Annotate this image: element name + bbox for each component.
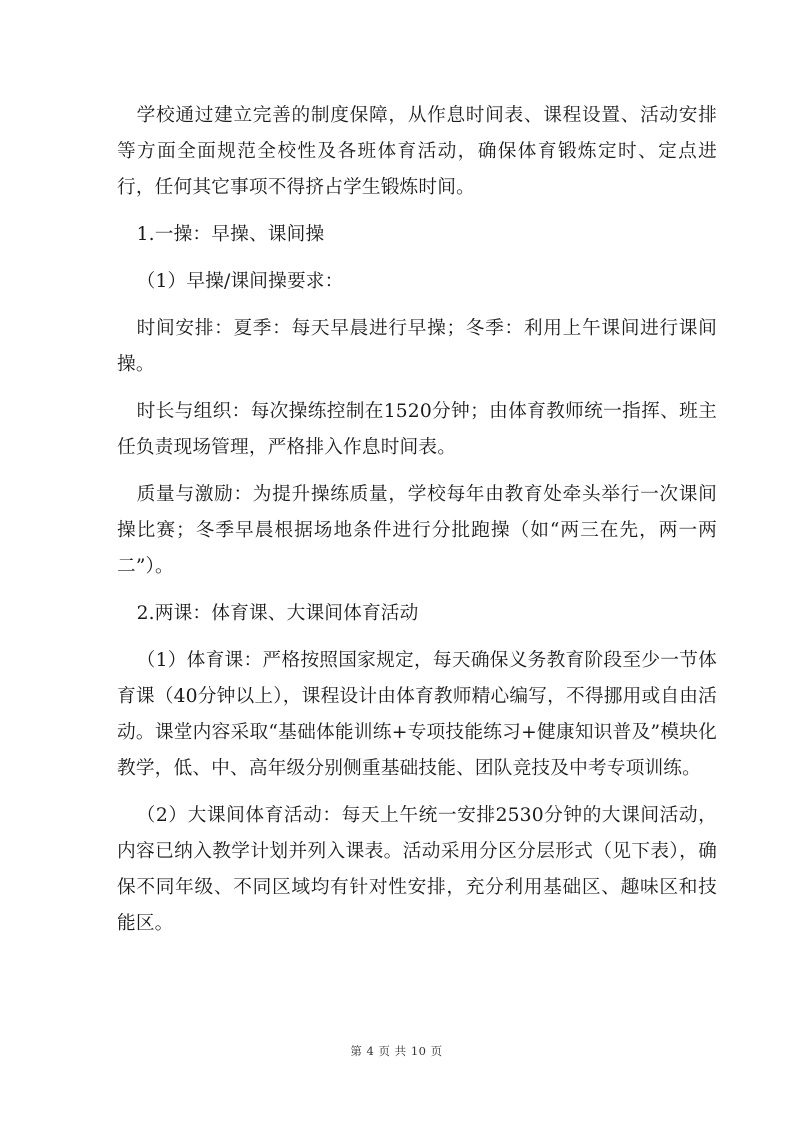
paragraph-duration-organization: 时长与组织：每次操练控制在1520分钟；由体育教师统一指挥、班主任负责现场管理，严格排入作息时间表。: [117, 401, 717, 458]
heading-two-classes: 2.两课：体育课、大课间体育活动: [136, 603, 419, 624]
document-body: [117, 98, 717, 953]
heading-one-exercise: 1.一操：早操、课间操: [136, 224, 325, 245]
paragraph-pe-class: （1）体育课：严格按照国家规定，每天确保义务教育阶段至少一节体育课（40分钟以上），课程设计由体育教师精心编写，不得挪用或自由活动。课堂内容采取“基础体能训练+专项技能练习+健康知识普及”模块化教学，低、中、高年级分别侧重基础技能、团队竞技及中考专项训练。: [117, 650, 717, 779]
paragraph-quality-incentive: 质量与激励：为提升操练质量，学校每年由教育处牵头举行一次课间操比赛；冬季早晨根据场地条件进行分批跑操（如“两三在先，两一两二”）。: [117, 484, 717, 577]
paragraph-big-break-activity: （2）大课间体育活动：每天上午统一安排2530分钟的大课间活动，内容已纳入教学计划并列入课表。活动采用分区分层形式（见下表），确保不同年级、不同区域均有针对性安排，充分利用基础区、趣味区和技能区。: [117, 805, 717, 934]
paragraph-intro: 学校通过建立完善的制度保障，从作息时间表、课程设置、活动安排等方面全面规范全校性及各班体育活动，确保体育锻炼定时、定点进行，任何其它事项不得挤占学生锻炼时间。: [117, 105, 717, 198]
subheading-exercise-requirements: （1）早操/课间操要求：: [136, 271, 344, 292]
page-number-footer: 第 4 页 共 10 页: [350, 1044, 443, 1058]
paragraph-time-arrangement: 时间安排：夏季：每天早晨进行早操；冬季：利用上午课间进行课间操。: [117, 318, 717, 375]
